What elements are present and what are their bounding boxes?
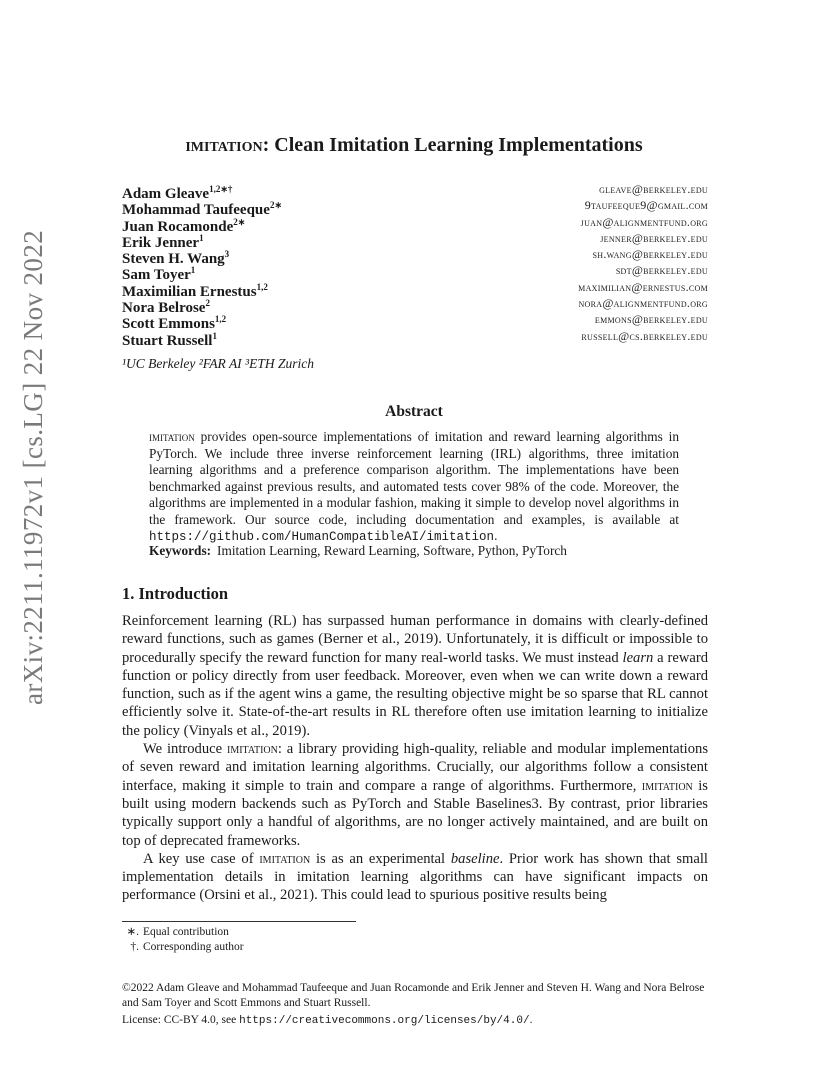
license-notice: License: CC-BY 4.0, see https://creativecommons.org/licenses/by/4.0/. [122,1014,533,1027]
affiliations: ¹UC Berkeley ²FAR AI ³ETH Zurich [122,356,314,371]
paragraph: A key use case of imitation is as an experimental baseline. Prior work has shown that small implementation details in imitation learning algorithms can have significant impacts on performance (Orsini et al., 2021). This could lead to spurious positive results being [122,850,708,904]
library-name: imitation [227,741,278,758]
copyright-notice: ©2022 Adam Gleave and Mohammad Taufeeque and Juan Rocamonde and Erik Jenner and Steven H. Wang and Nora Belrose and Sam Toyer and Scott Emmons and Stuart Russell. [122,982,705,1009]
arxiv-identifier: arXiv:2211.11972v1 [cs.LG] 22 Nov 2022 [18,229,48,705]
author-affiliation-marks: 1,2 [214,314,227,325]
keywords-value: Imitation Learning, Reward Learning, Software, Python, PyTorch [217,543,567,558]
author-email: 9taufeeque9@gmail.com [584,198,708,213]
author-row [122,295,708,317]
author-row [122,181,708,202]
footnote [122,940,244,955]
section-heading: 1. Introduction [122,584,229,603]
author-affiliation-marks: 2∗ [233,216,246,227]
introduction-body [122,612,708,905]
footnote [122,925,244,940]
keywords [149,543,679,559]
author-row [122,328,708,349]
author-email: jenner@berkeley.edu [600,230,708,245]
footnote-text: Corresponding author [143,941,244,953]
library-name: imitation [259,850,311,867]
author-affiliation-marks: 2∗ [269,200,282,211]
author-affiliation-marks: 1 [199,232,204,243]
footnote-divider [122,921,356,922]
license-link[interactable]: https://creativecommons.org/licenses/by/4.0/ [239,1015,530,1027]
title-text: : Clean Imitation Learning Implementations [262,134,643,156]
author-name: Juan Rocamonde [122,218,234,235]
author-name: Sam Toyer [122,267,191,284]
author-email: emmons@berkeley.edu [594,312,708,327]
author-name: Stuart Russell [122,332,213,349]
author-name: Scott Emmons [122,316,215,333]
abstract-text: imitation provides open-source implementations of imitation and reward learning algorithms in PyTorch. We include three inverse reinforcement learning (IRL) algorithms, three imitation learning algorithms and a preference comparison algorithm. The implementations have been benchmarked against previous results, and automated tests cover 98% of the code. Moreover, the algorithms are implemented in a modular fashion, making it simple to develop novel algorithms in the framework. Our source code, including documentation and examples, is available at https://github.com/HumanCompatibleAI/imitation. [149,429,679,544]
footnote-mark: ∗. [126,926,139,938]
author-email: sdt@berkeley.edu [615,263,708,278]
author-name: Erik Jenner [122,234,200,251]
library-name: imitation [149,429,195,444]
author-name: Steven H. Wang [122,251,225,268]
author-row [122,214,708,235]
keywords-label: Keywords: [149,543,212,558]
author-row [122,311,708,333]
author-email: russell@cs.berkeley.edu [581,328,708,343]
author-row [122,279,708,300]
library-name: imitation [641,777,693,794]
author-affiliation-marks: 2 [205,298,210,309]
footnotes [122,925,244,955]
author-affiliation-marks: 1 [212,330,217,341]
abstract-heading: Abstract [385,403,443,420]
author-name: Adam Gleave [122,186,210,202]
author-email: maximilian@ernestus.com [578,279,708,294]
paragraph: We introduce imitation: a library providing high-quality, reliable and modular implementations of seven reward and imitation learning algorithms. Crucially, our algorithms follow a consistent interface, making it simple to train and compare a range of algorithms. Furthermore, imitation is built using modern backends such as PyTorch and Stable Baselines3. By contrast, prior libraries typically support only a handful of algorithms, are no longer actively maintained, and are built on top of deprecated frameworks. [122,741,708,849]
paragraph: Reinforcement learning (RL) has surpassed human performance in domains with clearly-defined reward functions, such as games (Berner et al., 2019). Unfortunately, it is difficult or impossible to procedurally specify the reward function for many real-world tasks. We must instead learn a reward function or policy directly from user feedback. Moreover, even when we can write down a reward function, such as if the agent wins a game, the resulting objective might be so sparse that RL cannot efficiently solve it. State-of-the-art results in RL therefore often use imitation learning to initialize the policy (Vinyals et al., 2019). [122,613,708,739]
author-name: Mohammad Taufeeque [122,202,270,219]
author-email: sh.wang@berkeley.edu [592,247,708,262]
author-name: Nora Belrose [122,300,206,317]
author-email: juan@alignmentfund.org [580,214,708,229]
author-row [122,246,708,268]
author-affiliation-marks: 1 [190,265,196,276]
paper-title [0,134,828,157]
author-list [122,181,708,349]
author-name: Maximilian Ernestus [122,283,257,300]
author-affiliation-marks: 1,2∗† [209,184,233,194]
author-affiliation-marks: 1,2 [256,281,268,292]
footnote-text: Equal contribution [143,926,229,938]
footnote-mark: †. [130,941,139,953]
author-row [122,197,708,219]
title-library-name: imitation [185,134,263,156]
author-email: gleave@berkeley.edu [599,182,708,196]
author-affiliation-marks: 3 [224,249,230,260]
repository-link[interactable]: https://github.com/HumanCompatibleAI/imitation [149,530,495,544]
author-email: nora@alignmentfund.org [578,296,708,311]
